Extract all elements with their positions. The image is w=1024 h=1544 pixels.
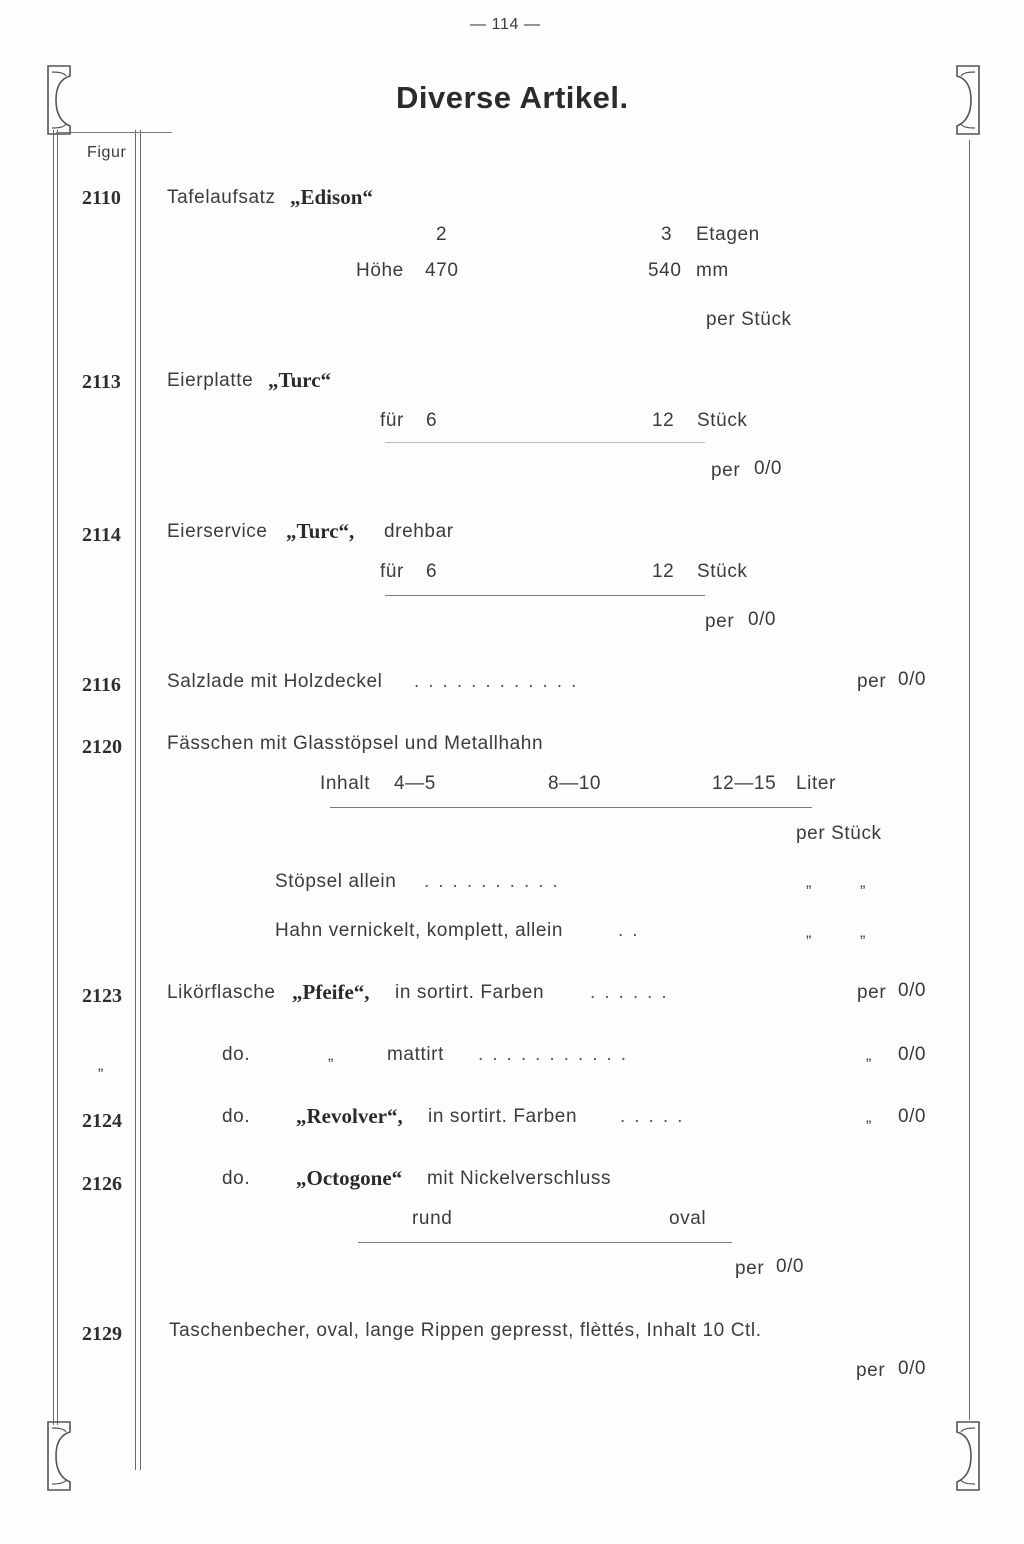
item-name: Fässchen mit Glasstöpsel und Metallhahn [167, 733, 544, 754]
item-name: Taschenbecher, oval, lange Rippen gepresst, flèttés, Inhalt 10 Ctl. [169, 1320, 762, 1341]
item-model: „Edison“ [290, 185, 373, 209]
percent-sign: 0/0 [776, 1256, 804, 1277]
item-name: do. [222, 1106, 251, 1127]
percent-sign: 0/0 [748, 609, 776, 630]
corner-ornament-top-left [42, 62, 76, 138]
figure-number: 2113 [82, 371, 121, 393]
table-cell: Liter [796, 773, 836, 794]
table-cell: 6 [426, 561, 438, 582]
ditto-mark: „ [860, 874, 866, 891]
ditto-mark: „ [806, 924, 812, 941]
table-cell: 540 [648, 260, 682, 281]
ditto-mark: „ [866, 1047, 872, 1064]
table-cell: 6 [426, 410, 438, 431]
item-suffix: drehbar [384, 521, 454, 542]
frame-line-column-right [140, 130, 141, 1470]
figure-number: 2116 [82, 674, 121, 696]
table-rule [330, 807, 812, 808]
table-row-label: Höhe [356, 260, 404, 281]
item-model: „Pfeife“, [292, 980, 370, 1004]
table-row-label: für [380, 561, 404, 582]
sub-item-name: Hahn vernickelt, komplett, allein [275, 920, 564, 941]
leader-dots: ............ [414, 671, 586, 692]
figure-number: 2110 [82, 187, 121, 209]
table-cell: Stück [697, 410, 748, 431]
frame-line-column-left [135, 130, 136, 1470]
item-name: Eierservice [167, 521, 268, 542]
percent-sign: 0/0 [898, 980, 926, 1001]
price-unit: per Stück [706, 309, 792, 330]
figure-number: „ [98, 1057, 104, 1074]
item-suffix: mit Nickelverschluss [427, 1168, 612, 1189]
item-name: do. [222, 1044, 251, 1065]
item-name: Eierplatte [167, 370, 254, 391]
table-cell: 2 [436, 224, 448, 245]
table-cell: 4—5 [394, 773, 436, 794]
item-name: do. [222, 1168, 251, 1189]
leader-dots: .......... [424, 871, 567, 892]
table-cell: 8—10 [548, 773, 602, 794]
ditto-mark: „ [860, 924, 866, 941]
percent-sign: 0/0 [898, 669, 926, 690]
frame-line-right [969, 140, 970, 1420]
table-cell: 12 [652, 561, 675, 582]
item-model: „Turc“ [268, 368, 332, 392]
figure-number: 2124 [82, 1110, 122, 1132]
figure-number: 2126 [82, 1173, 122, 1195]
table-cell: Stück [697, 561, 748, 582]
table-rule [385, 442, 705, 443]
table-cell: 12 [652, 410, 675, 431]
corner-ornament-bottom-right [951, 1418, 985, 1494]
figure-number: 2129 [82, 1323, 122, 1345]
price-unit: per [857, 671, 887, 692]
item-model: „Octogone“ [296, 1166, 403, 1190]
column-header-figur: Figur [87, 144, 127, 161]
frame-line-outer-left-2 [57, 130, 58, 1425]
table-row-label: Inhalt [320, 773, 371, 794]
sub-item-name: Stöpsel allein [275, 871, 397, 892]
leader-dots: ........... [478, 1044, 636, 1065]
ditto-mark: „ [328, 1047, 334, 1064]
table-cell: 12—15 [712, 773, 777, 794]
item-model: „Turc“, [286, 519, 355, 543]
percent-sign: 0/0 [754, 458, 782, 479]
price-unit: per [735, 1258, 765, 1279]
ditto-mark: „ [806, 874, 812, 891]
leader-dots: .. [618, 920, 647, 941]
item-name: Salzlade mit Holzdeckel [167, 671, 383, 692]
item-name: Likörflasche [167, 982, 276, 1003]
percent-sign: 0/0 [898, 1106, 926, 1127]
table-cell: oval [669, 1208, 707, 1229]
percent-sign: 0/0 [898, 1044, 926, 1065]
corner-ornament-bottom-left [42, 1418, 76, 1494]
table-cell: 3 [661, 224, 673, 245]
page-title: Diverse Artikel. [396, 80, 629, 115]
ditto-mark: „ [866, 1109, 872, 1126]
table-cell: Etagen [696, 224, 760, 245]
item-suffix: in sortirt. Farben [428, 1106, 578, 1127]
table-rule [358, 1242, 732, 1243]
table-cell: rund [412, 1208, 453, 1229]
corner-ornament-top-right [951, 62, 985, 138]
item-model: „Revolver“, [296, 1104, 403, 1128]
frame-line-outer-left [53, 130, 54, 1425]
table-row-label: für [380, 410, 404, 431]
page-number: — 114 — [470, 16, 541, 33]
price-unit: per [856, 1360, 886, 1381]
price-unit: per [705, 611, 735, 632]
leader-dots: ..... [620, 1106, 692, 1127]
table-rule [385, 595, 705, 596]
item-name: Tafelaufsatz [167, 187, 276, 208]
price-unit: per [711, 460, 741, 481]
item-suffix: in sortirt. Farben [395, 982, 545, 1003]
price-unit: per [857, 982, 887, 1003]
table-cell: 470 [425, 260, 459, 281]
table-cell: mm [696, 260, 729, 281]
item-suffix: mattirt [387, 1044, 444, 1065]
percent-sign: 0/0 [898, 1358, 926, 1379]
figure-number: 2120 [82, 736, 122, 758]
price-unit: per Stück [796, 823, 882, 844]
figure-number: 2123 [82, 985, 122, 1007]
leader-dots: ...... [590, 982, 676, 1003]
figure-number: 2114 [82, 524, 121, 546]
